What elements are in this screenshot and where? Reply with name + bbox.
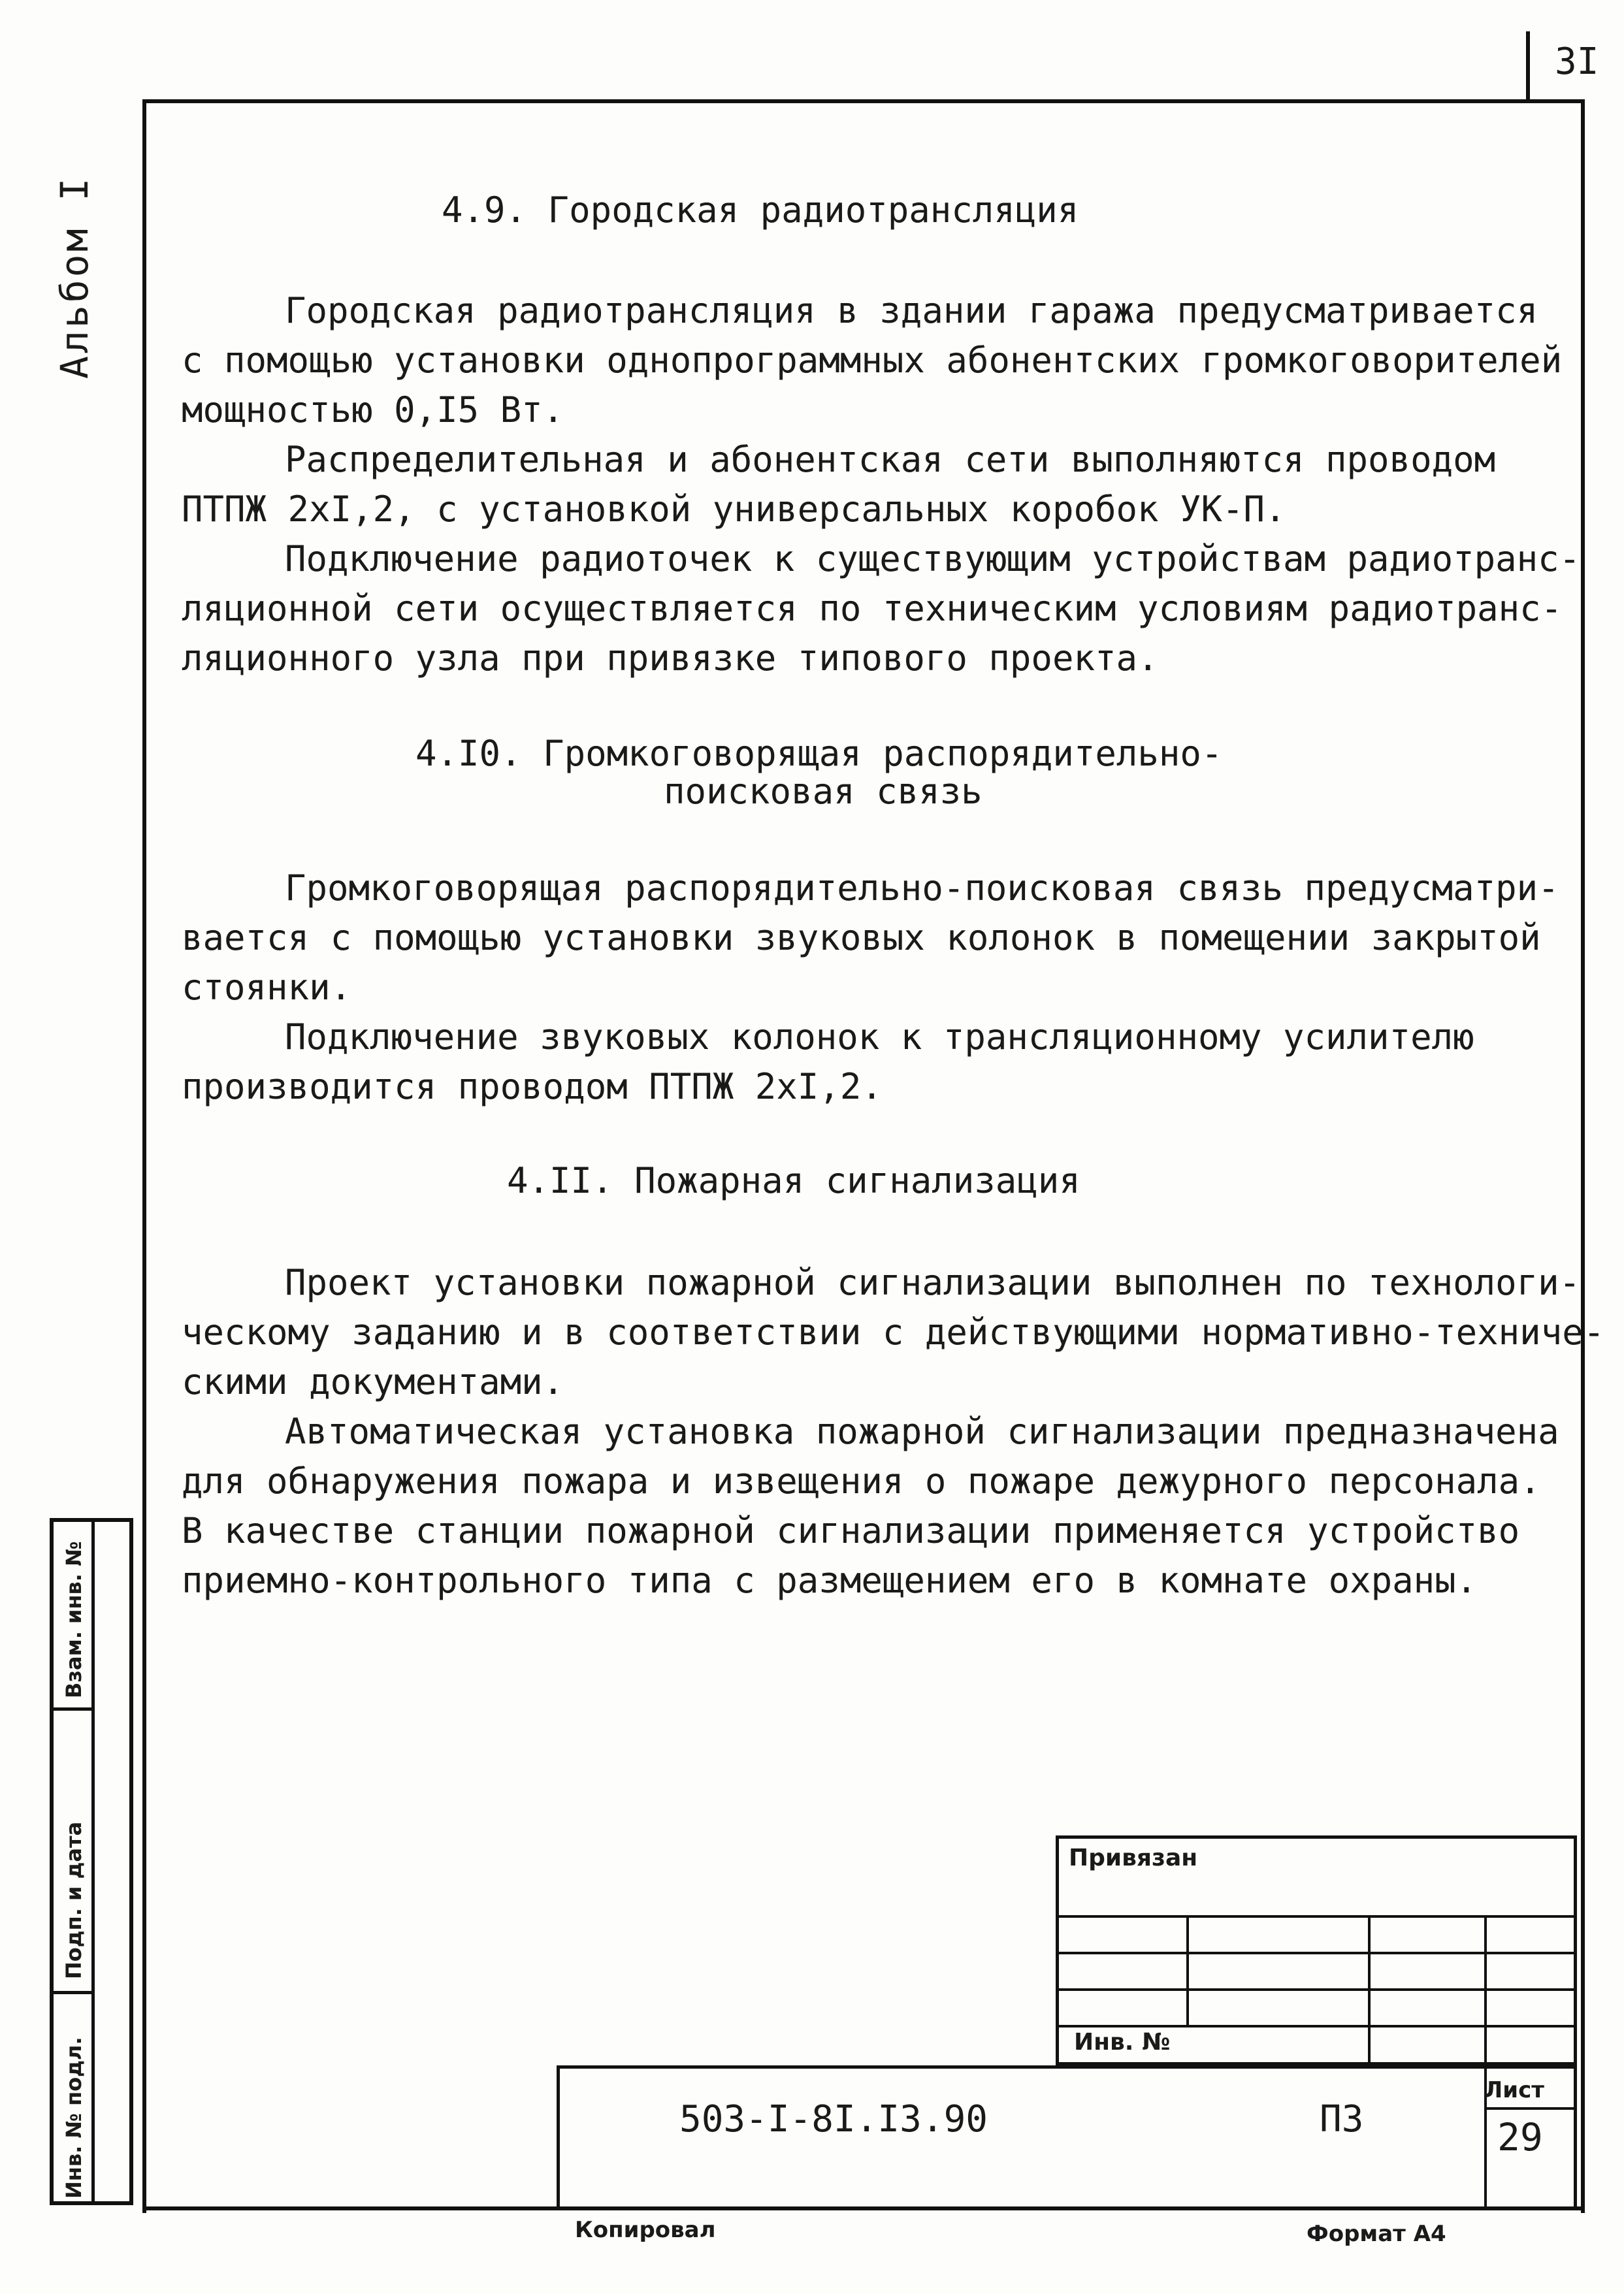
table-rule	[1056, 2025, 1577, 2027]
sheet-cell-rule	[1484, 2107, 1577, 2110]
section-heading: 4.II. Пожарная сигнализация	[507, 1160, 1080, 1201]
paragraph-line: вается с помощью установки звуковых колонок в помещении закрытой	[182, 917, 1541, 958]
side-stamp	[50, 1518, 133, 2205]
paragraph-line: ПТПЖ 2хI,2, с установкой универсальных коробок УК-П.	[182, 489, 1286, 530]
side-stamp-divider	[54, 1991, 91, 1994]
copied-by-label: Копировал	[575, 2217, 716, 2243]
table-col-rule	[1484, 1915, 1487, 2065]
table-rule	[1056, 1988, 1577, 1991]
sheet-number: 29	[1497, 2115, 1543, 2159]
paragraph-line: мощностью 0,I5 Вт.	[182, 389, 564, 430]
section-heading: 4.I0. Громкоговорящая распорядительно-	[415, 733, 1223, 774]
paragraph-line: Автоматическая установка пожарной сигнализации предназначена	[285, 1411, 1559, 1452]
section-heading: поисковая связь	[664, 771, 983, 812]
page-number: 3I	[1555, 40, 1599, 83]
side-label-inv-podl: Инв. № подл.	[61, 2037, 86, 2199]
document-type: ПЗ	[1320, 2098, 1364, 2141]
corner-mark	[1526, 31, 1530, 103]
paragraph-line: Городская радиотрансляция в здании гаража предусматривается	[285, 290, 1538, 331]
section-heading: 4.9. Городская радиотрансляция	[442, 189, 1079, 231]
paragraph-line: с помощью установки однопрограммных абонентских громкоговорителей	[182, 340, 1563, 381]
paragraph-line: приемно-контрольного типа с размещением его в комнате охраны.	[182, 1560, 1478, 1601]
table-col-rule	[1186, 1915, 1189, 2025]
paragraph-line: для обнаружения пожара и извещения о пожаре дежурного персонала.	[182, 1461, 1541, 1502]
table-rule	[1056, 1915, 1577, 1918]
side-stamp-divider	[54, 1707, 91, 1711]
table-rule	[1056, 1952, 1577, 1954]
paragraph-line: Распределительная и абонентская сети выполняются проводом	[285, 439, 1496, 480]
paragraph-line: Громкоговорящая распорядительно-поисковая связь предусматри-	[285, 867, 1559, 909]
table-col-rule	[1368, 1915, 1371, 2065]
format-label: Формат А4	[1307, 2221, 1446, 2247]
paragraph-line: Проект установки пожарной сигнализации выполнен по технологи-	[285, 1262, 1581, 1303]
sheet-label: Лист	[1484, 2077, 1544, 2103]
paragraph-line: Подключение радиоточек к существующим устройствам радиотранс-	[285, 538, 1581, 579]
side-label-vzam: Взам. инв. №	[61, 1541, 86, 1698]
inventory-label: Инв. №	[1074, 2029, 1171, 2056]
paragraph-line: скими документами.	[182, 1361, 564, 1402]
paragraph-line: Подключение звуковых колонок к трансляционному усилителю	[285, 1016, 1474, 1058]
paragraph-line: ляционного узла при привязке типового проекта.	[182, 638, 1159, 679]
album-label: Альбом I	[52, 175, 97, 379]
paragraph-line: производится проводом ПТПЖ 2хI,2.	[182, 1066, 883, 1107]
paragraph-line: ческому заданию и в соответствии с действующими нормативно-техниче-	[182, 1312, 1605, 1353]
paragraph-line: стоянки.	[182, 967, 352, 1008]
side-label-podp: Подп. и дата	[61, 1821, 86, 1979]
paragraph-line: ляционной сети осуществляется по техническим условиям радиотранс-	[182, 588, 1563, 629]
binding-label: Привязан	[1069, 1845, 1198, 1871]
document-code: 503-I-8I.I3.90	[679, 2098, 988, 2141]
paragraph-line: В качестве станции пожарной сигнализации применяется устройство	[182, 1510, 1520, 1551]
